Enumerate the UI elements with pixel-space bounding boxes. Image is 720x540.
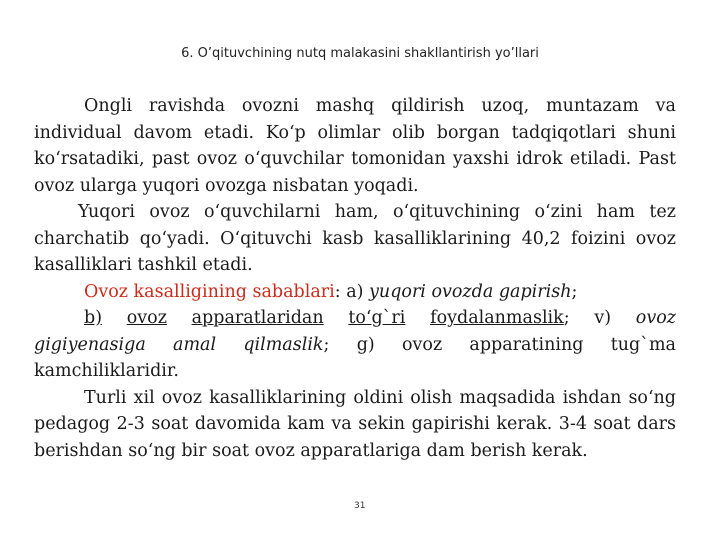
- causes-label: Ovoz kasalligining sabablari: [84, 281, 335, 302]
- slide-body: [34, 93, 676, 464]
- cause-b-label: b): [84, 308, 103, 328]
- cause-v-word-1: ovoz: [635, 308, 676, 328]
- cause-v-sep: ;: [323, 334, 330, 355]
- cause-b-sep: ;: [563, 308, 570, 328]
- cause-b-line: [34, 305, 676, 332]
- page-number: 31: [354, 501, 366, 511]
- cause-b-word-1: ovoz: [126, 308, 167, 328]
- cause-b-word-4: foydalanmaslik: [430, 308, 564, 328]
- cause-a-sep: ;: [571, 281, 578, 302]
- cause-g: g) ovoz apparatining tug`ma kamchiliklaridir.: [34, 334, 676, 381]
- paragraph-2: Yuqori ovoz o‘quvchilarni ham, o‘qituvchining o‘zini ham tez charchatib qo‘yadi. O‘qituvchi kasb kasalliklarining 40,2 foizini ovoz kasalliklari tashkil etadi.: [34, 202, 676, 275]
- paragraph-1: Ongli ravishda ovozni mashq qildirish uzoq, muntazam va individual davom etadi. Ko‘p olimlar olib borgan tadqiqotlari shuni ko‘rsatadiki, past ovoz o‘quvchilar tomonidan yaxshi idrok etiladi. Past ovoz ularga yuqori ovozga nisbatan yoqadi.: [34, 96, 676, 196]
- causes-colon: : a): [334, 281, 370, 302]
- paragraph-3: [34, 279, 676, 385]
- cause-v: gigiyenasiga amal qilmaslik: [34, 334, 324, 355]
- cause-b-word-3: to‘g`ri: [348, 308, 406, 328]
- cause-b-word-2: apparatlaridan: [191, 308, 324, 328]
- slide-title: 6. O’qituvchining nutq malakasini shakllantirish yo’llari: [181, 46, 539, 61]
- cause-v-label: v): [594, 308, 612, 328]
- cause-a: yuqori ovozda gapirish: [369, 281, 572, 302]
- paragraph-4: Turli xil ovoz kasalliklarining oldini olish maqsadida ishdan so‘ng pedagog 2-3 soat davomida kam va sekin gapirishi kerak. 3-4 soat dars berishdan so‘ng bir soat ovoz apparatlariga dam berish kerak.: [34, 387, 676, 461]
